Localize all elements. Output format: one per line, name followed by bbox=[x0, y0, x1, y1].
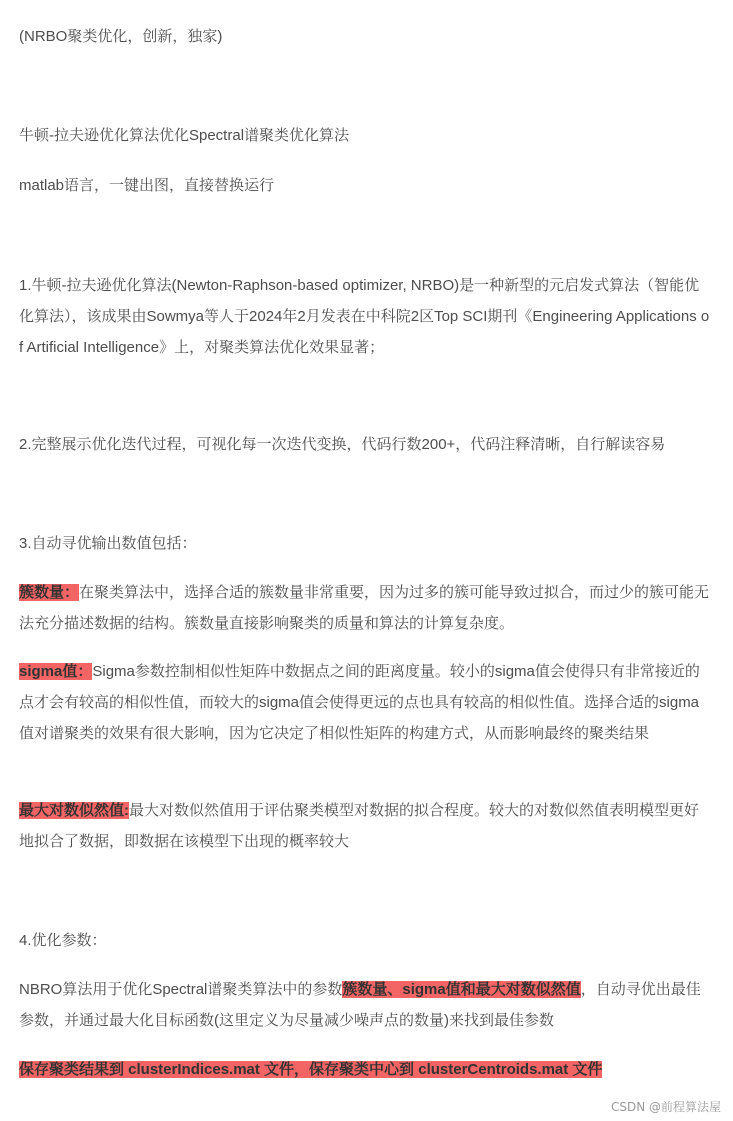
params-text-before: NBRO算法用于优化Spectral谱聚类算法中的参数 bbox=[19, 981, 343, 998]
item4-paragraph: 4.优化参数： bbox=[19, 932, 107, 949]
sigma-text: Sigma参数控制相似性矩阵中数据点之间的距离度量。较小的sigma值会使得只有非常接近的点才会有较高的相似性值，而较大的sigma值会使得更远的点也具有较高的相似性值。选择合适的sigma值对谱聚类的效果有很大影响，因为它决定了相似性矩阵的构建方式，从而影响最终的聚类结果 bbox=[19, 663, 700, 742]
save-highlight: 保存聚类结果到 clusterIndices.mat 文件，保存聚类中心到 clusterCentroids.mat 文件 bbox=[19, 1061, 603, 1078]
cluster-count-paragraph bbox=[19, 577, 713, 639]
params-highlight: 簇数量、sigma值和最大对数似然值 bbox=[342, 981, 581, 998]
language-paragraph: matlab语言，一键出图，直接替换运行 bbox=[19, 177, 275, 194]
params-text-after: ，自动寻优出最佳参数，并通过最大化目标函数(这里定义为尽量减少噪声点的数量)来找到最佳参数 bbox=[19, 981, 701, 1029]
intro-paragraph: (NRBO聚类优化，创新，独家) bbox=[19, 28, 223, 45]
loglik-label: 最大对数似然值: bbox=[19, 802, 129, 819]
item2-paragraph: 2.完整展示优化迭代过程，可视化每一次迭代变换，代码行数200+，代码注释清晰，自行解读容易 bbox=[19, 436, 666, 453]
title-paragraph: 牛顿-拉夫逊优化算法优化Spectral谱聚类优化算法 bbox=[19, 127, 350, 144]
cluster-count-label: 簇数量： bbox=[19, 584, 80, 601]
sigma-label: sigma值： bbox=[19, 663, 93, 680]
cluster-count-text: 在聚类算法中，选择合适的簇数量非常重要，因为过多的簇可能导致过拟合，而过少的簇可能无法充分描述数据的结构。簇数量直接影响聚类的质量和算法的计算复杂度。 bbox=[19, 584, 710, 632]
csdn-watermark: CSDN @前程算法屋 bbox=[610, 1100, 721, 1114]
item3-paragraph: 3.自动寻优输出数值包括： bbox=[19, 535, 197, 552]
sigma-paragraph bbox=[19, 656, 713, 749]
item1-paragraph: 1.牛顿-拉夫逊优化算法(Newton-Raphson-based optimizer, NRBO)是一种新型的元启发式算法（智能优化算法），该成果由Sowmya等人于2024年2月发表在中科院2区Top SCI期刊《Engineering Applications of Artificial Intelligence》上，对聚类算法优化效果显著； bbox=[19, 277, 710, 356]
loglik-paragraph bbox=[19, 795, 713, 857]
loglik-text: 最大对数似然值用于评估聚类模型对数据的拟合程度。较大的对数似然值表明模型更好地拟合了数据，即数据在该模型下出现的概率较大 bbox=[19, 802, 700, 850]
save-paragraph bbox=[19, 1054, 602, 1085]
params-paragraph bbox=[19, 974, 713, 1036]
